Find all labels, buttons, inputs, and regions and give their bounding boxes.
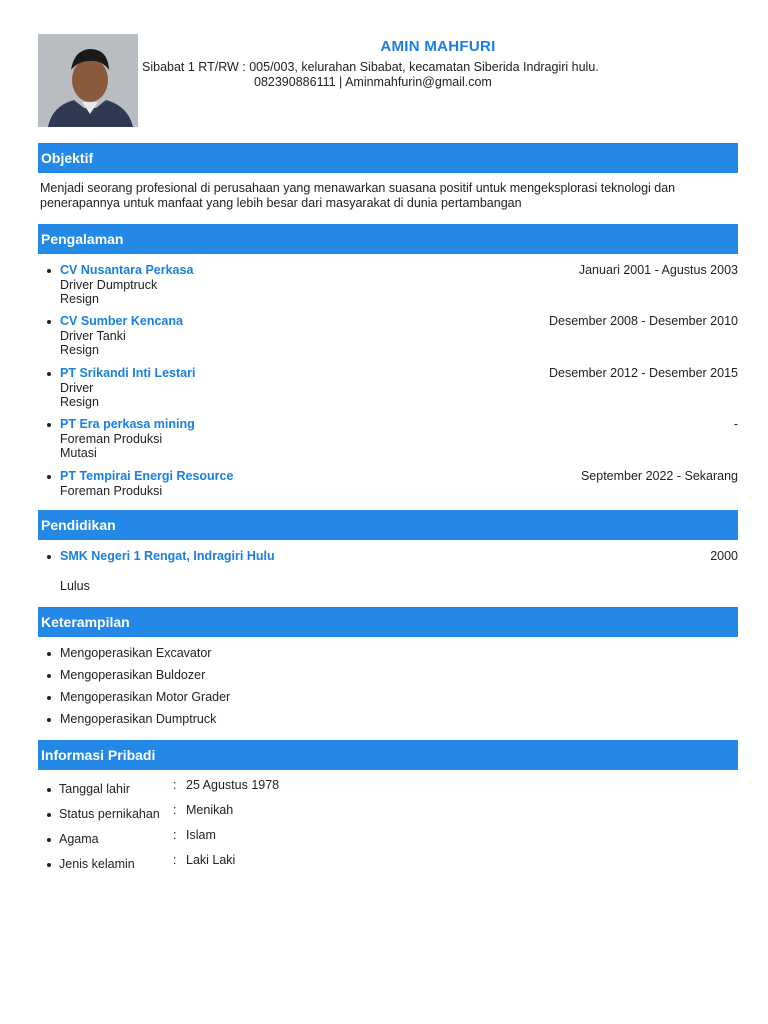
job-note: Resign	[60, 395, 99, 409]
section-skills-header: Keterampilan	[38, 607, 738, 637]
info-row	[38, 803, 738, 823]
resume-page	[38, 34, 738, 871]
person-icon	[38, 34, 138, 127]
employment-period: September 2022 - Sekarang	[580, 469, 738, 483]
employment-period: Januari 2001 - Agustus 2003	[578, 263, 738, 277]
job-role: Foreman Produksi	[60, 432, 163, 446]
company-name: CV Nusantara Perkasa	[60, 263, 194, 277]
job-note: Resign	[60, 292, 99, 306]
section-experience-header: Pengalaman	[38, 224, 738, 254]
objective-line-2: penerapannya untuk manfaat yang lebih besar dari masyarakat di dunia pertambangan	[40, 196, 522, 210]
info-separator: :	[173, 853, 177, 867]
section-education-header: Pendidikan	[38, 510, 738, 540]
bullet-icon	[47, 372, 51, 376]
employment-period: Desember 2012 - Desember 2015	[549, 366, 738, 380]
bullet-icon	[47, 652, 51, 656]
info-label: Tanggal lahir	[59, 782, 130, 796]
list-item	[38, 646, 738, 662]
skill-text: Mengoperasikan Buldozer	[60, 668, 206, 682]
info-label: Status pernikahan	[59, 807, 160, 821]
bullet-icon	[47, 674, 51, 678]
bullet-icon	[47, 813, 51, 817]
bullet-icon	[47, 696, 51, 700]
skill-text: Mengoperasikan Excavator	[60, 646, 212, 660]
info-separator: :	[173, 778, 177, 792]
section-objective-header: Objektif	[38, 143, 738, 173]
info-separator: :	[173, 828, 177, 842]
section-personal-header: Informasi Pribadi	[38, 740, 738, 770]
info-row	[38, 828, 738, 848]
contact-line: 082390886111 | Aminmahfurin@gmail.com	[254, 75, 492, 89]
bullet-icon	[47, 838, 51, 842]
school-name: SMK Negeri 1 Rengat, Indragiri Hulu	[60, 549, 275, 563]
job-role: Driver	[60, 381, 94, 395]
info-value: Islam	[186, 828, 216, 842]
list-item	[38, 668, 738, 684]
bullet-icon	[47, 475, 51, 479]
info-value: 25 Agustus 1978	[186, 778, 280, 792]
bullet-icon	[47, 320, 51, 324]
bullet-icon	[47, 555, 51, 559]
skill-text: Mengoperasikan Dumptruck	[60, 712, 217, 726]
info-value: Menikah	[186, 803, 234, 817]
graduation-year: 2000	[710, 549, 738, 563]
info-value: Laki Laki	[186, 853, 236, 867]
company-name: CV Sumber Kencana	[60, 314, 183, 328]
education-status: Lulus	[60, 579, 90, 593]
resume-header	[38, 34, 738, 130]
company-name: PT Era perkasa mining	[60, 417, 195, 431]
job-role: Driver Tanki	[60, 329, 126, 343]
job-role: Foreman Produksi	[60, 484, 163, 498]
company-name: PT Tempirai Energi Resource	[60, 469, 234, 483]
info-row	[38, 853, 738, 873]
job-note: Mutasi	[60, 446, 97, 460]
job-note: Resign	[60, 343, 99, 357]
info-label: Jenis kelamin	[59, 857, 135, 871]
info-row	[38, 778, 738, 798]
company-name: PT Srikandi Inti Lestari	[60, 366, 196, 380]
employment-period: -	[733, 417, 738, 431]
bullet-icon	[47, 788, 51, 792]
list-item	[38, 690, 738, 706]
info-label: Agama	[59, 832, 99, 846]
info-separator: :	[173, 803, 177, 817]
objective-line-1: Menjadi seorang profesional di perusahaan yang menawarkan suasana positif untuk mengeksplorasi teknologi dan	[40, 181, 676, 195]
list-item	[38, 712, 738, 728]
resume-name: AMIN MAHFURI	[380, 38, 496, 55]
bullet-icon	[47, 269, 51, 273]
bullet-icon	[47, 718, 51, 722]
bullet-icon	[47, 423, 51, 427]
employment-period: Desember 2008 - Desember 2010	[549, 314, 738, 328]
address-line: Sibabat 1 RT/RW : 005/003, kelurahan Sibabat, kecamatan Siberida Indragiri hulu.	[142, 60, 599, 74]
objective-text	[40, 181, 738, 211]
profile-photo	[38, 34, 138, 127]
skill-text: Mengoperasikan Motor Grader	[60, 690, 231, 704]
bullet-icon	[47, 863, 51, 867]
job-role: Driver Dumptruck	[60, 278, 158, 292]
